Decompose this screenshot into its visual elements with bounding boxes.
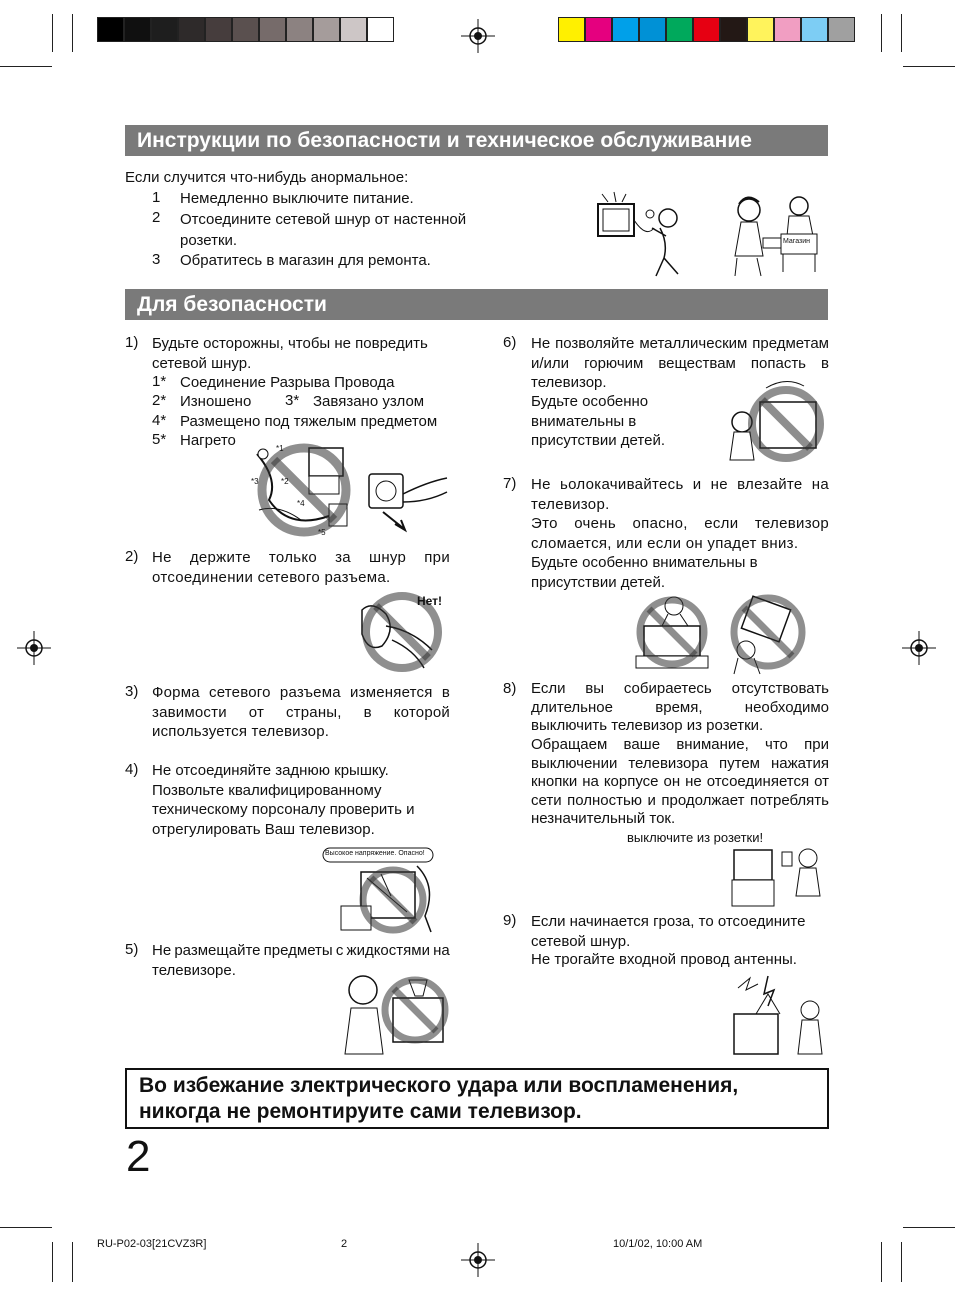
list-item: Немедленно выключите питание. <box>180 190 414 207</box>
color-swatch <box>124 17 151 42</box>
item-number: 6) <box>503 334 517 351</box>
item-number: 3) <box>125 683 139 700</box>
sub-text: Завязано узлом <box>313 393 425 410</box>
list-number: 1 <box>152 189 161 206</box>
fig-label: *4 <box>297 499 305 508</box>
item-text: Не ьолокачивайтесь и не влезайте на телевизор. <box>531 476 829 513</box>
sub-text: Изношено <box>180 393 252 410</box>
cord-damage-illustration <box>249 440 359 540</box>
color-swatch <box>313 17 340 42</box>
fig-label: выключите из розетки! <box>627 830 764 845</box>
crop-mark <box>881 1242 882 1282</box>
color-swatch <box>558 17 585 42</box>
warning-line-2: никогда не ремонтируите сами телевизор. <box>139 1100 582 1123</box>
item-text: Если начинается гроза, то отсоедините сетевой шнур. <box>531 913 806 950</box>
item-text: Будьте осторожны, чтобы не повредить сетевой шнур. <box>152 335 428 372</box>
color-swatch <box>585 17 612 42</box>
crop-mark <box>52 1242 53 1282</box>
crop-mark <box>901 14 902 52</box>
item-text: Не позволяйте металлическим предметам и/или горючим веществам попасть в телевизор. <box>531 335 829 392</box>
shop-phone-illustration <box>727 186 822 278</box>
page-title: Инструкции по безопасности и техническое обслуживание <box>125 125 828 156</box>
sub-text: Размещено под тяжелым предметом <box>180 413 438 430</box>
thunderstorm-illustration <box>728 974 824 1060</box>
color-swatch <box>720 17 747 42</box>
color-swatch <box>286 17 313 42</box>
item-number: 9) <box>503 912 517 929</box>
registration-target-icon <box>17 631 51 665</box>
crop-mark <box>903 66 955 67</box>
sub-text: Соединение Разрыва Провода <box>180 374 395 391</box>
item-number: 7) <box>503 475 517 492</box>
color-swatch <box>774 17 801 42</box>
fig-label: *5 <box>318 528 326 537</box>
sub-number: 2* <box>152 392 167 409</box>
color-swatch <box>639 17 666 42</box>
color-swatch <box>367 17 394 42</box>
item-text: Будьте особенно внимательны в присутствии детей. <box>531 393 665 450</box>
crop-mark <box>72 14 73 52</box>
color-swatch <box>178 17 205 42</box>
item-text: Не размещайте предметы с жидкостями на телевизоре. <box>152 942 450 979</box>
unplug-tv-illustration <box>730 844 828 908</box>
color-swatch <box>259 17 286 42</box>
list-item: Отсоедините сетевой шнур от настенной розетки. <box>180 211 467 249</box>
color-swatch <box>612 17 639 42</box>
color-swatch <box>205 17 232 42</box>
registration-target-icon <box>461 1243 495 1277</box>
page-number: 2 <box>126 1132 151 1181</box>
item-text: Не держите только за шнур при отсоединении сетевого разъема. <box>152 549 450 586</box>
wall-socket-illustration <box>367 472 449 534</box>
crop-mark <box>52 14 53 52</box>
color-swatch <box>801 17 828 42</box>
abnormal-intro: Если случится что-нибудь анормальное: <box>125 169 409 186</box>
item-text: Будьте особенно внимательны в присутствии детей. <box>531 554 758 591</box>
fig-label: Высокое напряжение. Опасно! <box>325 850 425 857</box>
crop-mark <box>901 1242 902 1282</box>
sub-number: 3* <box>285 392 300 409</box>
climbing-tv-illustration <box>632 592 714 674</box>
unplug-person-illustration <box>594 188 694 280</box>
color-swatch <box>232 17 259 42</box>
item-number: 2) <box>125 548 139 565</box>
fig-label: *1 <box>276 444 284 453</box>
sub-number: 5* <box>152 431 167 448</box>
item-text: Не отсоединяйте заднюю крышку. Позвольте квалифицированному техническому порсоналу проверить и отрегулировать Ваш телевизор. <box>152 762 415 838</box>
item-number: 1) <box>125 334 139 351</box>
color-swatch <box>97 17 124 42</box>
falling-tv-illustration <box>724 592 810 676</box>
metal-objects-illustration <box>726 376 826 466</box>
liquid-on-tv-illustration <box>343 968 449 1060</box>
warning-box <box>125 1068 829 1129</box>
sub-text: Нагрето <box>180 432 236 449</box>
section-heading: Для безопасности <box>125 289 828 320</box>
fig-label: *2 <box>281 477 289 486</box>
footer-date: 10/1/02, 10:00 AM <box>613 1238 703 1250</box>
color-swatch <box>340 17 367 42</box>
fig-label: Нет! <box>417 594 443 608</box>
registration-target-icon <box>902 631 936 665</box>
list-item: Обратитесь в магазин для ремонта. <box>180 252 431 269</box>
shop-label: Магазин <box>783 238 811 245</box>
item-text: Обращаем ваше внимание, что при выключении телевизора путем нажатия кнопки на корпусе он не отсоединяется от сети полностью и продолжает потреблять незначительный ток. <box>531 736 829 827</box>
item-number: 5) <box>125 941 139 958</box>
footer-file: RU-P02-03[21CVZ3R] <box>97 1238 207 1250</box>
warning-line-1: Во избежание злектрического удара или воспламенения, <box>139 1074 739 1097</box>
color-swatch <box>747 17 774 42</box>
crop-mark <box>0 66 52 67</box>
color-swatch <box>151 17 178 42</box>
high-voltage-illustration <box>321 846 443 934</box>
item-text: Не трогайте входной провод антенны. <box>531 951 797 968</box>
color-swatch <box>666 17 693 42</box>
crop-mark <box>903 1227 955 1228</box>
list-number: 2 <box>152 209 161 226</box>
crop-mark <box>0 1227 52 1228</box>
sub-number: 1* <box>152 373 167 390</box>
crop-mark <box>881 14 882 52</box>
item-text: Форма сетевого разъема изменяется в завимости от страны, в которой используется телевизор. <box>152 684 450 741</box>
item-number: 8) <box>503 680 517 697</box>
item-text: Если вы собираетесь отсутствовать длительное время, необходимо выключить телевизор из розетки. <box>531 680 829 734</box>
footer-page: 2 <box>341 1238 348 1250</box>
crop-mark <box>72 1242 73 1282</box>
registration-target-icon <box>461 19 495 53</box>
sub-number: 4* <box>152 412 167 429</box>
fig-label: *3 <box>251 477 259 486</box>
color-swatch <box>693 17 720 42</box>
color-swatch <box>828 17 855 42</box>
list-number: 3 <box>152 251 161 268</box>
item-text: Это очень опасно, если телевизор сломается, или если он упадет вниз. <box>531 515 829 552</box>
item-number: 4) <box>125 761 139 778</box>
